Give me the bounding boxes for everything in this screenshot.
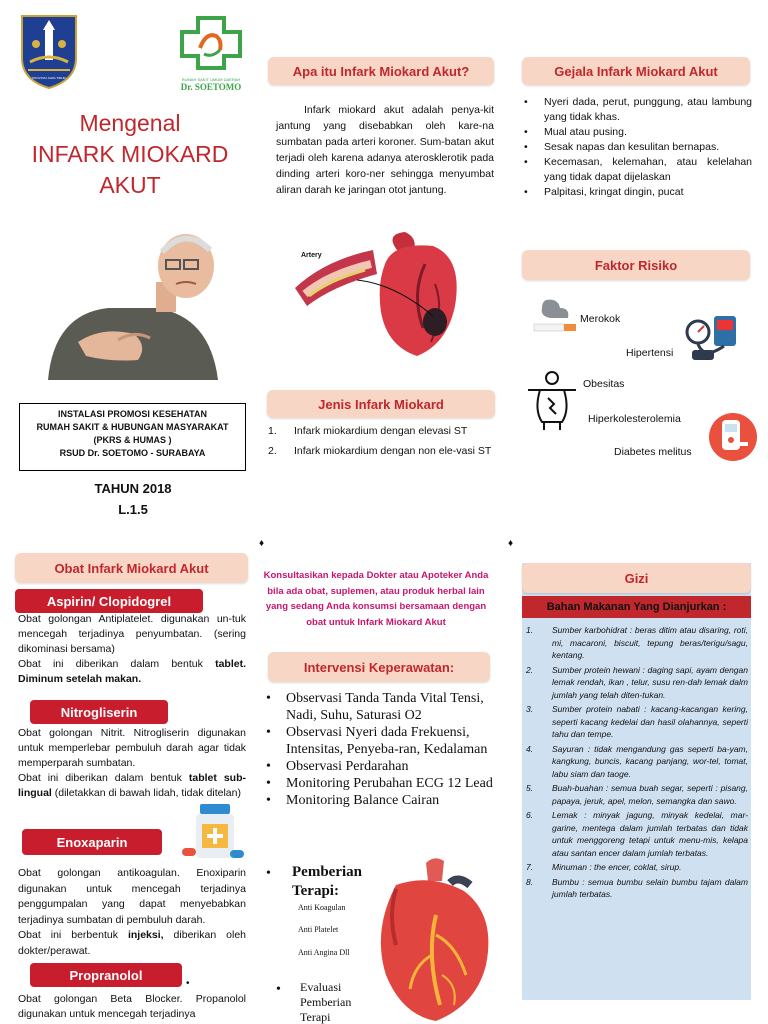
- aspirin-text2c: Diminum setelah makan.: [18, 673, 142, 685]
- intervensi-item-text: Observasi Tanda Tanda Vital Tensi, Nadi, Suhu, Saturasi O2: [286, 691, 484, 723]
- nitro-text1: Obat golongan Nitrit. Nitrogliserin digunakan untuk memperlebar pembuluh darah agar tidak memperparah sumbatan.: [18, 727, 246, 769]
- gejala-heading: Gejala Infark Miokard Akut: [522, 57, 750, 85]
- list-item: 8. Bumbu : semua bumbu selain bumbu tajam dalam jumlah terbatas.: [526, 876, 748, 899]
- list-item: [522, 125, 752, 140]
- terapi-heading: Pemberian Terapi:: [292, 864, 362, 899]
- gizi-item-text: Bumbu : semua bumbu selain bumbu tajam dalam jumlah terbatas.: [552, 876, 748, 899]
- terapi-bullet: •: [266, 866, 271, 881]
- institution-box: [19, 403, 246, 471]
- list-item: 1. Sumber karbohidrat : beras ditim atau disaring, roti, mi, macaroni, biscuit, tepung beras/terigu/sagu, kentang.: [526, 625, 748, 660]
- cover-year: TAHUN 2018: [94, 481, 172, 496]
- list-item: 5. Buah-buahan : semua buah segar, seperti : pisang, papaya, jeruk, apel, melon, semangka dan sawo.: [526, 783, 748, 806]
- cover-title: [20, 108, 240, 201]
- enox-text2b: injeksi,: [127, 929, 164, 941]
- nitro-text2: [18, 771, 246, 801]
- nitro-text: [18, 726, 246, 801]
- evaluasi-text: Evaluasi Pemberian Terapi: [300, 980, 352, 1024]
- list-item: [264, 758, 504, 775]
- province-seal-logo: [18, 12, 80, 90]
- gizi-item-text: Sayuran : tidak mengandung gas seperti ba-yam, kangkung, buncis, kacang panjang, wor-tel, tomat, labu siam dan taoge.: [552, 743, 748, 779]
- institution-line: INSTALASI PROMOSI KESEHATAN: [57, 409, 207, 419]
- faktor-heading: Faktor Risiko: [522, 250, 750, 280]
- list-item: [522, 185, 752, 200]
- list-item: [264, 792, 504, 809]
- faktor-obesitas: Obesitas: [583, 378, 625, 390]
- obat-heading: Obat Infark Miokard Akut: [15, 553, 248, 583]
- hospital-caption: RUMAH SAKIT UMUM DAERAH: [181, 77, 241, 82]
- cigarette-icon: [532, 296, 580, 336]
- intervensi-item-text: Monitoring Perubahan ECG 12 Lead: [286, 776, 493, 791]
- gejala-item-text: Nyeri dada, perut, punggung, atau lambung yang tidak khas.: [544, 96, 752, 123]
- gejala-list: [522, 95, 752, 200]
- heart-illustration: [366, 855, 506, 1024]
- aspirin-text: [18, 612, 246, 687]
- enox-text2a: Obat ini berbentuk: [18, 929, 128, 941]
- nitro-text2a: Obat ini diberikan dalam bentuk: [18, 772, 189, 784]
- hospital-name: Dr. SOETOMO: [180, 82, 242, 92]
- apa-itu-heading: Apa itu Infark Miokard Akut?: [268, 57, 494, 85]
- evaluasi-bullet: •: [276, 982, 281, 997]
- intervensi-heading: Intervensi Keperawatan:: [268, 652, 490, 682]
- artery-label: Artery: [301, 252, 322, 259]
- cover-title-line1: Mengenal: [79, 110, 181, 136]
- terapi-item: Anti Angina Dll: [298, 948, 350, 957]
- gizi-item-text: Sumber karbohidrat : beras ditim atau disaring, roti, mi, macaroni, biscuit, tepung beras/terigu/sagu, kentang.: [552, 625, 748, 660]
- konsultasi-text: Konsultasikan kepada Dokter atau Apoteker Anda bila ada obat, suplemen, atau produk herbal lain yang sedang Anda konsumsi bersamaan dengan obat untuk Infark Miokard Akut: [263, 570, 489, 628]
- hospital-logo: [176, 14, 246, 92]
- pill-bottle-icon: [180, 800, 246, 866]
- gejala-item-text: Palpitasi, kringat dingin, pucat: [544, 186, 684, 198]
- prop-bullet: •: [186, 978, 190, 989]
- list-item: [264, 724, 504, 758]
- cover-title-line2: INFARK MIOKARD: [31, 141, 229, 167]
- aspirin-label: Aspirin/ Clopidogrel: [15, 589, 203, 613]
- gizi-item-text: Buah-buahan : semua buah segar, seperti : pisang, papaya, jeruk, apel, melon, semangka dan sawo.: [552, 783, 748, 806]
- list-item: 2. Infark miokardium dengan non ele-vasi ST: [268, 445, 492, 457]
- nitro-label: Nitrogliserin: [30, 700, 168, 724]
- intervensi-item-text: Observasi Perdarahan: [286, 759, 409, 774]
- gejala-item-text: Mual atau pusing.: [544, 126, 627, 138]
- list-item: 4. Sayuran : tidak mengandung gas seperti ba-yam, kangkung, buncis, kacang panjang, wor-tel, tomat, labu siam dan taoge.: [526, 743, 748, 779]
- jenis-item-text: Infark miokardium dengan elevasi ST: [294, 425, 468, 437]
- enox-text2: [18, 928, 246, 959]
- jenis-heading: Jenis Infark Miokard: [267, 390, 495, 418]
- gizi-item-text: Sumber protein nabati : kacang-kacangan kering, seperti kacang kedelai dan hasil olahannya, seperti tahu dan tempe.: [552, 704, 748, 739]
- aspirin-text2: [18, 657, 246, 687]
- province-seal-caption: PROVINSI JAWA TIMUR: [32, 76, 66, 80]
- terapi-item: Anti Platelet: [298, 925, 339, 934]
- obesity-icon: [526, 370, 578, 432]
- list-item: [264, 775, 504, 792]
- list-item: [522, 95, 752, 125]
- aspirin-text2b: tablet.: [215, 658, 246, 670]
- glucose-meter-icon: [708, 412, 758, 462]
- list-item: [264, 690, 504, 724]
- fold-dot: ♦: [259, 538, 265, 549]
- artery-heart-illustration: [285, 224, 475, 364]
- gizi-item-text: Sumber protein hewani : daging sapi, ayam dengan lemak rendah, ikan , telur, susu ren-dah lemak dalm jumlah yang telah diten-tukan.: [552, 664, 748, 700]
- apa-itu-body: Infark miokard akut adalah penya-kit jantung yang disebabkan oleh kare-na sumbatan pada arteri koroner. Sum-batan akut terjadi oleh karena adanya aterosklerotik pada dinding arteri koro-ner sehingga menyumbat aliran darah ke jaringan otot jantung.: [276, 104, 494, 196]
- jenis-item-text: Infark miokardium dengan non ele-vasi ST: [294, 445, 492, 457]
- enox-text: [18, 866, 246, 959]
- gizi-item-text: Minuman : the encer, coklat, sirup.: [552, 862, 682, 872]
- faktor-diabetes: Diabetes melitus: [614, 446, 692, 458]
- prop-label: Propranolol: [30, 963, 182, 987]
- intervensi-list: [264, 690, 504, 809]
- gejala-item-text: Sesak napas dan kesulitan bernapas.: [544, 141, 720, 153]
- aspirin-text1: Obat golongan Antiplatelet. digunakan un-tuk mencegah terjadinya penyumbatan. (sering dikominasi bersama): [18, 613, 246, 655]
- cover-title-line3: AKUT: [99, 172, 161, 198]
- nitro-text2b: tablet sub-lingual: [18, 772, 246, 799]
- list-item: 1. Infark miokardium dengan elevasi ST: [268, 425, 468, 437]
- gizi-subheading: Bahan Makanan Yang Dianjurkan :: [522, 596, 751, 618]
- institution-line: (PKRS & HUMAS ): [93, 435, 172, 445]
- list-item: [522, 155, 752, 185]
- list-item: 6. Lemak : minyak jagung, minyak kedelai, mar-garine, mentega dalam jumlah terbatas dan tidak untuk menggoreng tetapi untuk menu-mis, kelapa atau santan encer dalam jumlah terbatas.: [526, 810, 748, 858]
- terapi-item: Anti Koagulan: [298, 903, 346, 912]
- faktor-hipertensi: Hipertensi: [626, 347, 674, 359]
- institution-line: RSUD Dr. SOETOMO - SURABAYA: [59, 448, 206, 458]
- nitro-text2c: (diletakkan di bawah lidah, tidak ditelan): [51, 787, 241, 799]
- institution-line: RUMAH SAKIT & HUBUNGAN MASYARAKAT: [36, 422, 229, 432]
- aspirin-text2a: Obat ini diberikan dalam bentuk: [18, 658, 216, 670]
- faktor-merokok: Merokok: [580, 313, 621, 325]
- gizi-heading: Gizi: [522, 563, 751, 593]
- enox-text1: Obat golongan antikoagulan. Enoxiparin digunakan untuk mencegah terjadinya penggumpalan yang dapat menyebabkan terjadinya sumbatan di pembuluh darah.: [18, 867, 246, 926]
- list-item: [522, 140, 752, 155]
- list-item: 2. Sumber protein hewani : daging sapi, ayam dengan lemak rendah, ikan , telur, susu ren-dah lemak dalm jumlah yang telah diten-tukan.: [526, 664, 748, 700]
- cover-code: L.1.5: [118, 502, 148, 517]
- fold-dot: ♦: [508, 538, 514, 549]
- gizi-list: [526, 624, 748, 901]
- gejala-item-text: Kecemasan, kelemahan, atau kelelahan yang tidak dapat dijelaskan: [544, 156, 752, 183]
- blood-pressure-icon: [684, 312, 740, 364]
- enox-text2c: diberikan oleh dokter/perawat.: [18, 929, 247, 957]
- enox-label: Enoxaparin: [22, 829, 162, 855]
- gizi-item-text: Lemak : minyak jagung, minyak kedelai, mar-garine, mentega dalam jumlah terbatas dan tidak untuk menggoreng tetapi untuk menu-mis, kelapa atau santan encer dalam jumlah terbatas.: [552, 810, 748, 858]
- intervensi-item-text: Monitoring Balance Cairan: [286, 793, 440, 808]
- jenis-list: [268, 424, 496, 458]
- faktor-hiperkolesterolemia: Hiperkolesterolemia: [588, 413, 681, 425]
- prop-text: Obat golongan Beta Blocker. Propanolol digunakan untuk mencegah terjadinya: [18, 993, 246, 1020]
- list-item: 3. Sumber protein nabati : kacang-kacangan kering, seperti kacang kedelai dan hasil olahannya, seperti tahu dan tempe.: [526, 704, 748, 739]
- list-item: 7. Minuman : the encer, coklat, sirup.: [526, 862, 682, 872]
- intervensi-item-text: Observasi Nyeri dada Frekuensi, Intensitas, Penyeba-ran, Kedalaman: [286, 725, 488, 757]
- chest-pain-photo: [38, 222, 226, 380]
